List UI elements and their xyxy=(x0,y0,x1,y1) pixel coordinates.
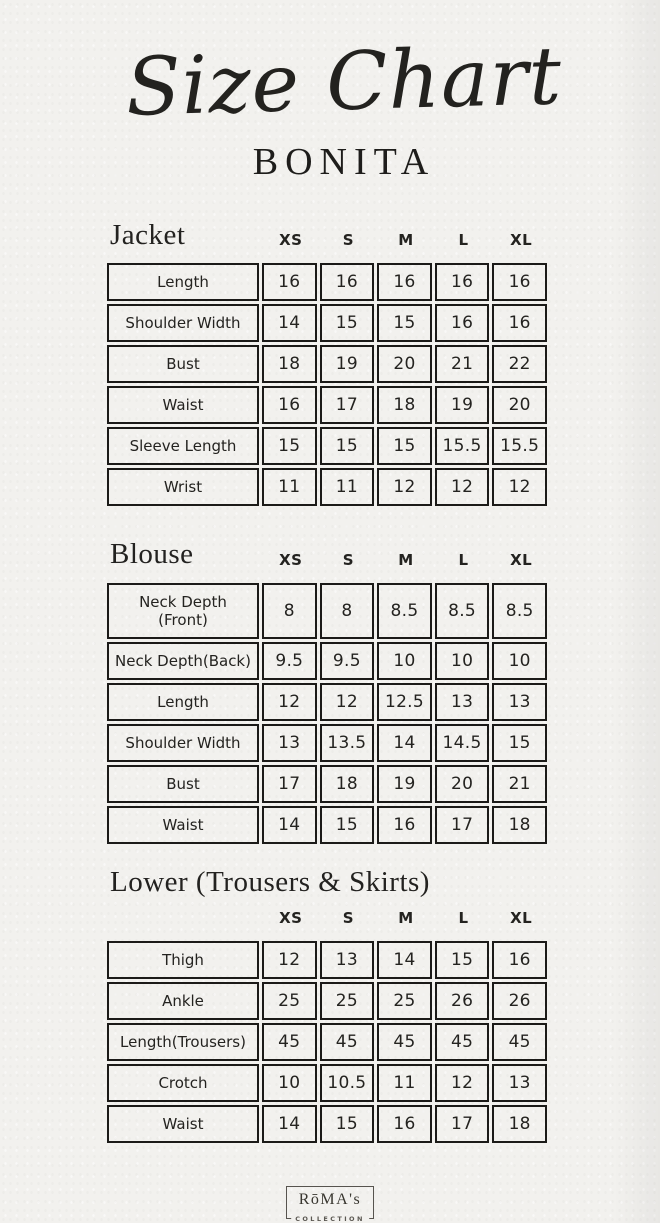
measurement-value: 8 xyxy=(320,583,375,639)
measurement-value: 45 xyxy=(377,1023,432,1061)
measurement-value: 18 xyxy=(492,806,547,844)
table-row xyxy=(107,583,547,639)
section-title-jacket: Jacket xyxy=(110,219,186,251)
measurement-value: 14 xyxy=(377,941,432,979)
measurement-value: 12 xyxy=(492,468,547,506)
size-header-xs: XS xyxy=(279,550,303,569)
size-header-row xyxy=(262,231,550,250)
measurement-value: 13 xyxy=(435,683,490,721)
measurement-value: 10 xyxy=(492,642,547,680)
size-header-m: M xyxy=(398,231,414,250)
measurement-value: 15.5 xyxy=(435,427,490,465)
table-row xyxy=(107,806,547,844)
table-row xyxy=(107,304,547,342)
measurement-value: 11 xyxy=(262,468,317,506)
measurement-value: 10 xyxy=(262,1064,317,1102)
measurement-value: 21 xyxy=(435,345,490,383)
logo-name: RōMA's xyxy=(298,1191,362,1209)
measurement-label: Ankle xyxy=(107,982,259,1020)
measurement-value: 12 xyxy=(262,683,317,721)
measurement-value: 15 xyxy=(262,427,317,465)
measurement-value: 8.5 xyxy=(435,583,490,639)
size-header-l: L xyxy=(458,909,469,928)
measurement-value: 17 xyxy=(320,386,375,424)
measurement-label: Neck Depth (Front) xyxy=(107,583,259,639)
table-row xyxy=(107,765,547,803)
size-header-xl: XL xyxy=(510,231,533,250)
measurement-value: 8 xyxy=(262,583,317,639)
measurement-value: 17 xyxy=(435,806,490,844)
size-header-xl: XL xyxy=(510,909,533,928)
table-row xyxy=(107,427,547,465)
size-header-row xyxy=(262,909,550,928)
measurement-value: 19 xyxy=(320,345,375,383)
table-row xyxy=(107,683,547,721)
section-lower-head xyxy=(107,867,553,928)
measurement-value: 9.5 xyxy=(262,642,317,680)
measurement-value: 8.5 xyxy=(492,583,547,639)
table-row xyxy=(107,1105,547,1143)
measurement-value: 10 xyxy=(377,642,432,680)
measurement-value: 14 xyxy=(262,1105,317,1143)
measurement-value: 14 xyxy=(262,806,317,844)
measurement-value: 12 xyxy=(377,468,432,506)
measurement-value: 19 xyxy=(377,765,432,803)
measurement-label: Crotch xyxy=(107,1064,259,1102)
page-footer xyxy=(0,1186,660,1223)
size-header-l: L xyxy=(458,550,469,569)
measurement-value: 14 xyxy=(262,304,317,342)
measurement-value: 10 xyxy=(435,642,490,680)
measurement-value: 16 xyxy=(435,263,490,301)
measurement-value: 10.5 xyxy=(320,1064,375,1102)
size-header-xl: XL xyxy=(510,550,533,569)
size-header-m: M xyxy=(398,550,414,569)
size-header-s: S xyxy=(342,909,355,928)
size-header-s: S xyxy=(342,550,355,569)
measurement-value: 12 xyxy=(320,683,375,721)
measurement-value: 17 xyxy=(435,1105,490,1143)
measurement-value: 15 xyxy=(377,304,432,342)
measurement-label: Thigh xyxy=(107,941,259,979)
section-jacket xyxy=(107,220,553,509)
measurement-value: 26 xyxy=(435,982,490,1020)
measurement-value: 12 xyxy=(262,941,317,979)
measurement-value: 12 xyxy=(435,468,490,506)
measurement-value: 45 xyxy=(320,1023,375,1061)
measurement-value: 25 xyxy=(377,982,432,1020)
section-blouse xyxy=(107,539,553,846)
measurement-value: 16 xyxy=(492,941,547,979)
measurement-label: Wrist xyxy=(107,468,259,506)
measurement-value: 15 xyxy=(320,1105,375,1143)
measurement-value: 11 xyxy=(320,468,375,506)
measurement-value: 22 xyxy=(492,345,547,383)
table-row xyxy=(107,345,547,383)
measurement-value: 16 xyxy=(377,263,432,301)
measurement-label: Shoulder Width xyxy=(107,724,259,762)
jacket-size-table xyxy=(104,260,550,509)
measurement-value: 13 xyxy=(262,724,317,762)
measurement-label: Length(Trousers) xyxy=(107,1023,259,1061)
table-row xyxy=(107,263,547,301)
measurement-value: 18 xyxy=(492,1105,547,1143)
section-blouse-head xyxy=(107,539,553,569)
measurement-value: 8.5 xyxy=(377,583,432,639)
logo-collection-label: COLLECTION xyxy=(291,1215,369,1223)
measurement-value: 21 xyxy=(492,765,547,803)
size-header-l: L xyxy=(458,231,469,250)
measurement-label: Bust xyxy=(107,765,259,803)
measurement-value: 16 xyxy=(377,1105,432,1143)
measurement-value: 14 xyxy=(377,724,432,762)
section-lower xyxy=(107,867,553,1146)
section-title-blouse: Blouse xyxy=(110,538,194,571)
measurement-value: 16 xyxy=(377,806,432,844)
measurement-label: Neck Depth(Back) xyxy=(107,642,259,680)
measurement-value: 18 xyxy=(320,765,375,803)
measurement-value: 12.5 xyxy=(377,683,432,721)
measurement-label: Waist xyxy=(107,806,259,844)
measurement-value: 13.5 xyxy=(320,724,375,762)
table-row xyxy=(107,386,547,424)
measurement-value: 16 xyxy=(435,304,490,342)
measurement-label: Bust xyxy=(107,345,259,383)
brand-name: BONITA xyxy=(252,141,436,183)
table-row xyxy=(107,941,547,979)
table-row xyxy=(107,724,547,762)
measurement-label: Waist xyxy=(107,1105,259,1143)
measurement-value: 14.5 xyxy=(435,724,490,762)
measurement-value: 16 xyxy=(262,263,317,301)
page-header xyxy=(0,30,660,184)
table-row xyxy=(107,1064,547,1102)
measurement-label: Sleeve Length xyxy=(107,427,259,465)
table-row xyxy=(107,982,547,1020)
blouse-size-table xyxy=(104,580,550,847)
measurement-value: 15 xyxy=(320,304,375,342)
measurement-value: 25 xyxy=(320,982,375,1020)
measurement-value: 15.5 xyxy=(492,427,547,465)
measurement-value: 20 xyxy=(377,345,432,383)
measurement-value: 16 xyxy=(262,386,317,424)
measurement-value: 45 xyxy=(262,1023,317,1061)
section-title-lower: Lower (Trousers & Skirts) xyxy=(110,865,430,898)
measurement-label: Length xyxy=(107,683,259,721)
lower-size-table xyxy=(104,938,550,1146)
measurement-value: 13 xyxy=(320,941,375,979)
measurement-value: 18 xyxy=(262,345,317,383)
measurement-value: 16 xyxy=(492,304,547,342)
size-header-m: M xyxy=(398,909,414,928)
table-row xyxy=(107,468,547,506)
measurement-value: 15 xyxy=(320,806,375,844)
measurement-value: 12 xyxy=(435,1064,490,1102)
table-row xyxy=(107,642,547,680)
measurement-value: 13 xyxy=(492,1064,547,1102)
measurement-label: Length xyxy=(107,263,259,301)
table-row xyxy=(107,1023,547,1061)
measurement-value: 16 xyxy=(492,263,547,301)
measurement-value: 25 xyxy=(262,982,317,1020)
measurement-value: 17 xyxy=(262,765,317,803)
measurement-value: 20 xyxy=(435,765,490,803)
measurement-value: 13 xyxy=(492,683,547,721)
measurement-value: 15 xyxy=(320,427,375,465)
measurement-value: 15 xyxy=(492,724,547,762)
measurement-label: Shoulder Width xyxy=(107,304,259,342)
measurement-value: 9.5 xyxy=(320,642,375,680)
measurement-value: 45 xyxy=(435,1023,490,1061)
measurement-value: 15 xyxy=(435,941,490,979)
measurement-value: 19 xyxy=(435,386,490,424)
measurement-value: 18 xyxy=(377,386,432,424)
size-header-row xyxy=(262,551,550,570)
section-jacket-head xyxy=(107,220,553,250)
brand-logo xyxy=(286,1186,374,1223)
measurement-label: Waist xyxy=(107,386,259,424)
measurement-value: 20 xyxy=(492,386,547,424)
measurement-value: 26 xyxy=(492,982,547,1020)
measurement-value: 15 xyxy=(377,427,432,465)
size-header-s: S xyxy=(342,231,355,250)
measurement-value: 45 xyxy=(492,1023,547,1061)
size-header-xs: XS xyxy=(279,231,303,250)
size-header-xs: XS xyxy=(279,909,303,928)
measurement-value: 11 xyxy=(377,1064,432,1102)
page-title: Size Chart xyxy=(124,29,564,134)
measurement-value: 16 xyxy=(320,263,375,301)
